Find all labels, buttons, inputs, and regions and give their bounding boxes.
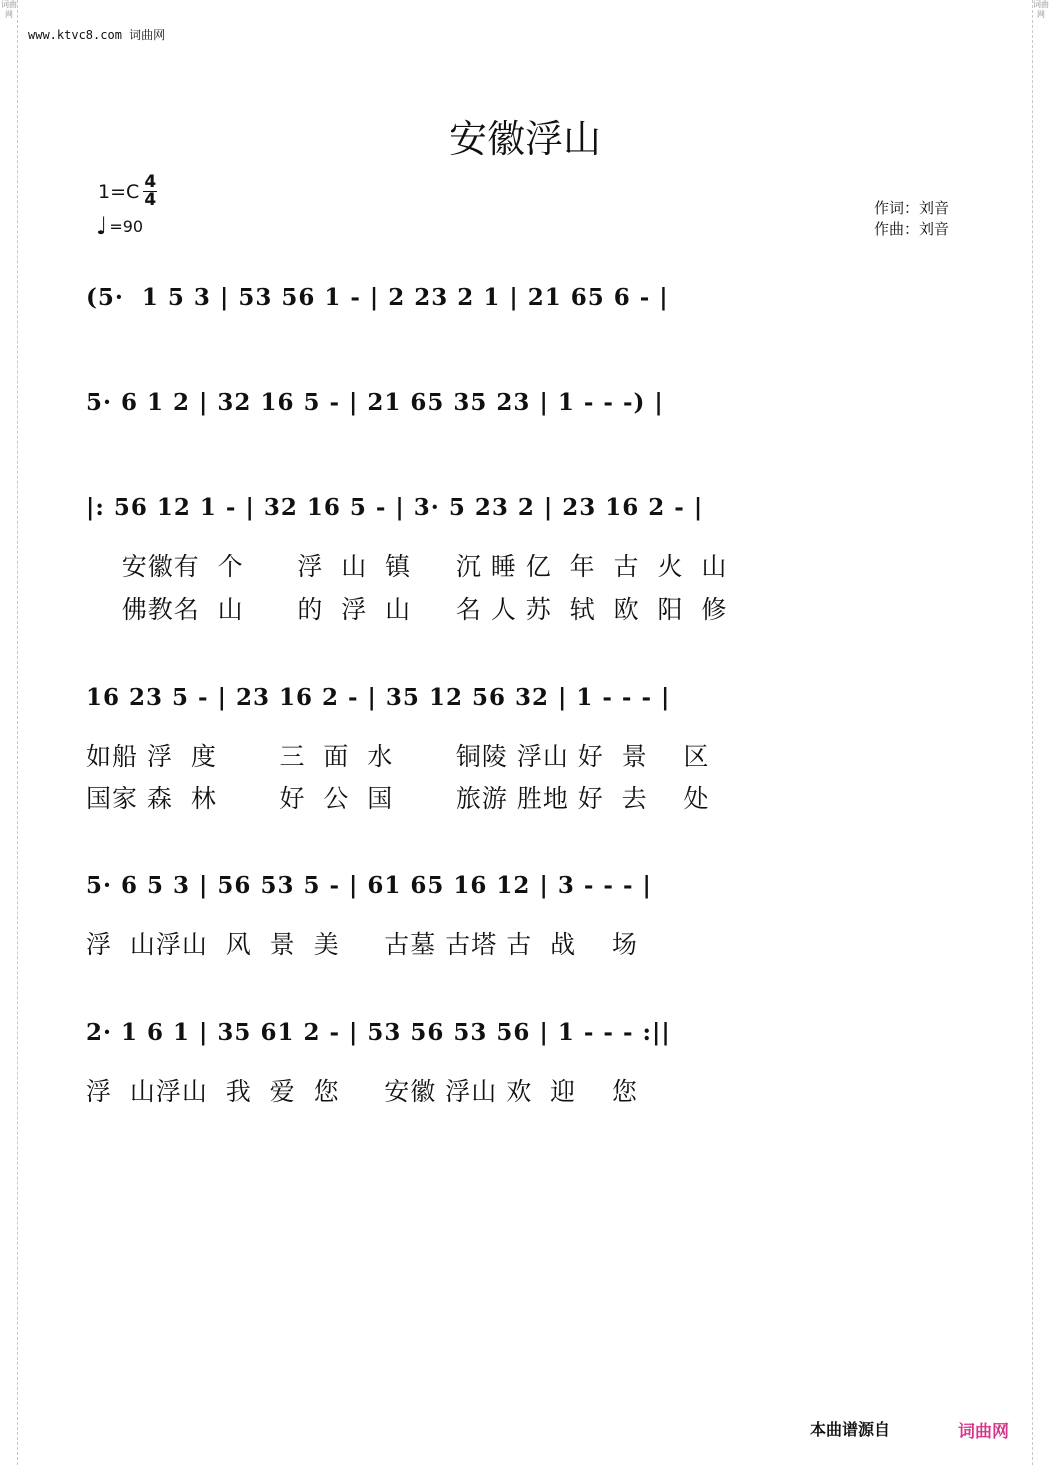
notation-row-3: |: 56 12 1 - | 32 16 5 - | 3· 5 23 2 | 23 16 2 - | <box>86 494 704 521</box>
tempo-value: =90 <box>109 216 144 236</box>
lyric-row-6: 浮 山浮山 我 爱 您 安徽 浮山 欢 迎 您 <box>86 1077 638 1106</box>
lyric-row-3: 如船 浮 度 三 面 水 铜陵 浮山 好 景 区 <box>86 742 710 771</box>
time-top: 4 <box>144 172 157 192</box>
lyricist: 作词：刘音 <box>874 199 950 217</box>
notation-row-2: 5· 6 1 2 | 32 16 5 - | 21 65 35 23 | 1 - - -) | <box>86 389 664 416</box>
key-label: 1=C <box>98 180 140 203</box>
key-signature <box>98 174 157 209</box>
quarter-note-icon: ♩ <box>96 212 108 240</box>
composer: 作曲：刘音 <box>874 220 950 238</box>
lyric-row-4: 国家 森 林 好 公 国 旅游 胜地 好 去 处 <box>86 784 710 813</box>
time-signature <box>143 174 157 209</box>
side-watermark-left: 词曲网 <box>1 0 18 1465</box>
footer-source-note: 本曲谱源自 <box>810 1420 891 1439</box>
lyric-row-5: 浮 山浮山 风 景 美 古墓 古塔 古 战 场 <box>86 930 638 959</box>
page-title: 安徽浮山 <box>448 117 601 161</box>
notation-row-5: 5· 6 5 3 | 56 53 5 - | 61 65 16 12 | 3 - - - | <box>86 872 652 899</box>
notation-row-6: 2· 1 6 1 | 35 61 2 - | 53 56 53 56 | 1 - - - :|| <box>86 1019 671 1046</box>
side-watermark-right: 词曲网 <box>1032 0 1049 1465</box>
notation-row-4: 16 23 5 - | 23 16 2 - | 35 12 56 32 | 1 - - - | <box>86 684 671 711</box>
lyric-row-2: 佛教名 山 的 浮 山 名 人 苏 轼 欧 阳 修 <box>86 595 728 624</box>
notation-row-1: (5· 1 5 3 | 53 56 1 - | 2 23 2 1 | 21 65 6 - | <box>86 284 669 311</box>
time-bottom: 4 <box>144 190 157 210</box>
site-url: www.ktvc8.com 词曲网 <box>28 28 166 42</box>
footer-brand: 词曲网 <box>958 1422 1009 1442</box>
lyric-row-1: 安徽有 个 浮 山 镇 沉 睡 亿 年 古 火 山 <box>86 552 728 581</box>
credits <box>874 198 949 240</box>
tempo-marking <box>96 214 143 238</box>
